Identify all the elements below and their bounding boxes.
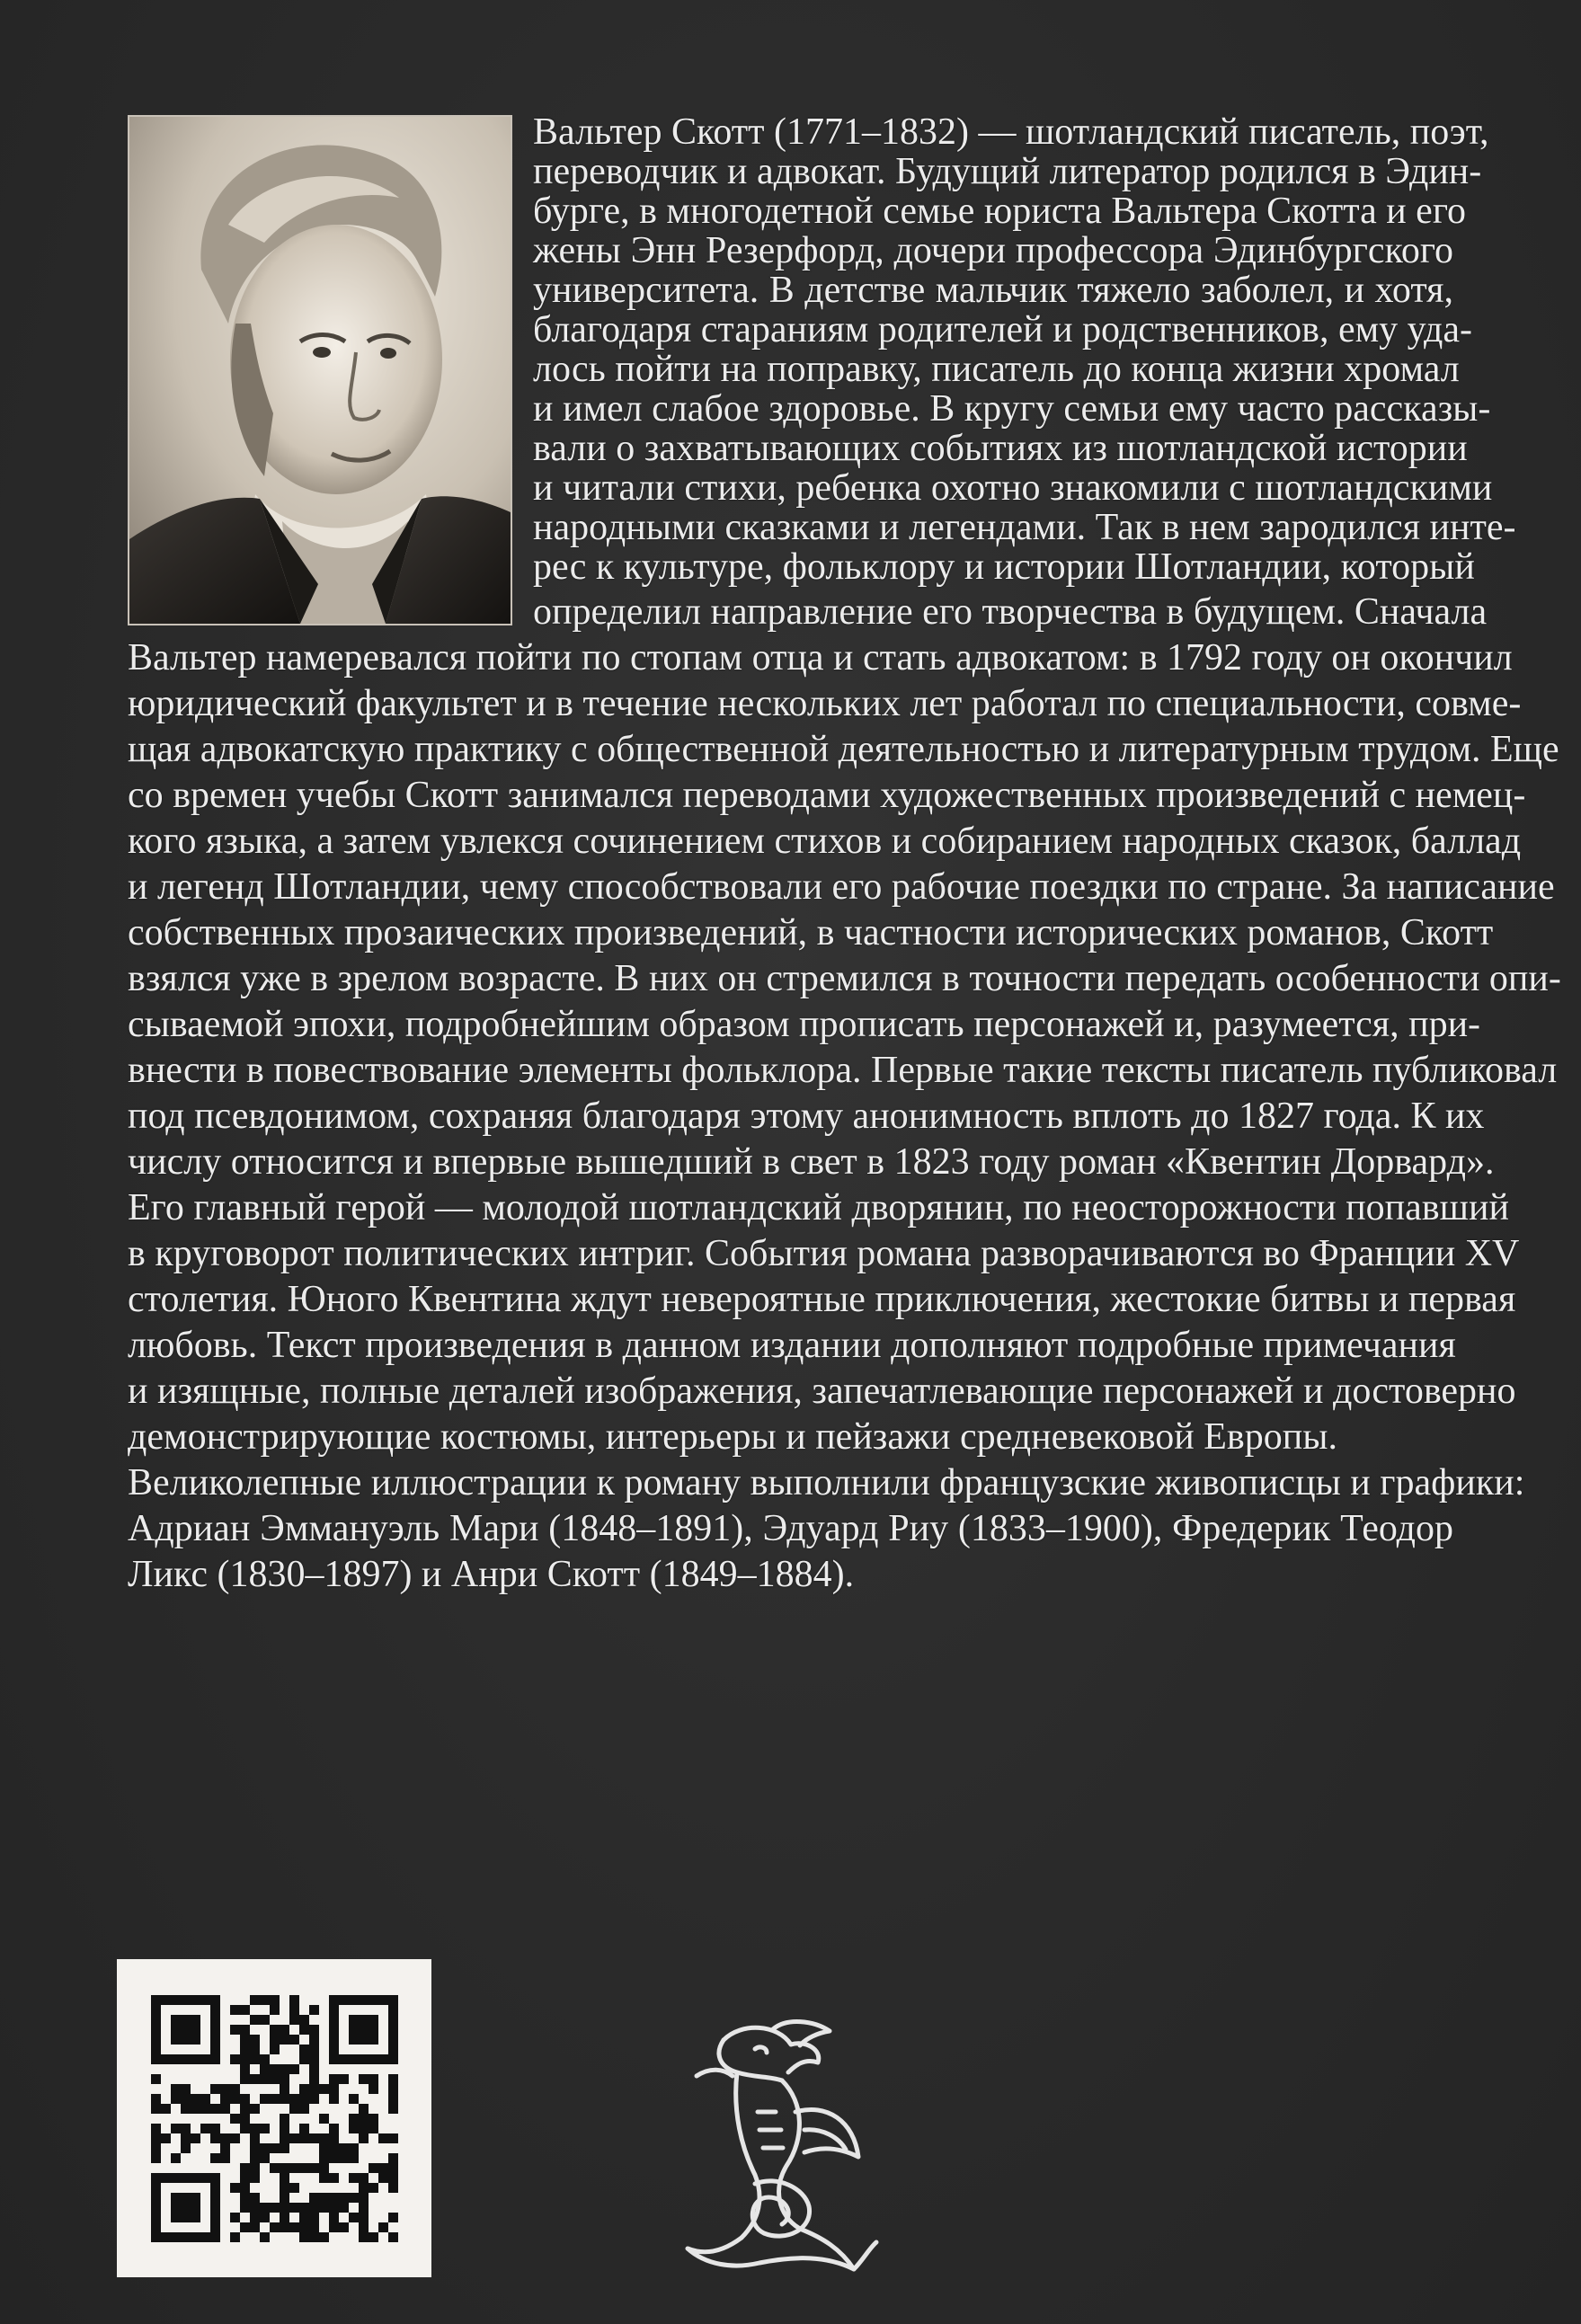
biography-line: внести в повествование элементы фольклора. Первые такие тексты писатель публиковал	[128, 1050, 1558, 1091]
illustrators-line: Ликс (1830–1897) и Анри Скотт (1849–1884).	[128, 1554, 855, 1595]
biography-line: и легенд Шотландии, чему способствовали его рабочие поездки по стране. За написание	[128, 866, 1555, 908]
biography-line: со времен учебы Скотт занимался переводами художественных произведений с немец-	[128, 775, 1526, 816]
illustrators-line: Адриан Эммануэль Мари (1848–1891), Эдуард Риу (1833–1900), Фредерик Теодор	[128, 1508, 1453, 1549]
biography-line: юридический факультет и в течение нескольких лет работал по специальности, совме-	[128, 683, 1522, 724]
biography-line: числу относится и впервые вышедший в свет в 1823 году роман «Квентин Дорвард».	[128, 1141, 1495, 1183]
qr-code[interactable]	[117, 1959, 431, 2277]
biography-line: под псевдонимом, сохраняя благодаря этому анонимность вплоть до 1827 года. К их	[128, 1095, 1485, 1137]
biography-line: определил направление его творчества в будущем. Сначала	[533, 591, 1488, 633]
biography-line: Вальтер Скотт (1771–1832) — шотландский писатель, поэт,	[533, 111, 1489, 153]
biography-line: Его главный герой — молодой шотландский дворянин, по неосторожности попавший	[128, 1187, 1509, 1229]
biography-line: народными сказками и легендами. Так в нем зародился инте-	[533, 507, 1516, 548]
biography-line: лось пойти на поправку, писатель до конца жизни хромал	[533, 349, 1460, 390]
biography-line: бурге, в многодетной семье юриста Вальтера Скотта и его	[533, 191, 1467, 232]
biography-line: и изящные, полные деталей изображения, запечатлевающие персонажей и достоверно	[128, 1370, 1516, 1412]
biography-line: демонстрирующие костюмы, интерьеры и пейзажи средневековой Европы.	[128, 1416, 1337, 1458]
biography-line: вали о захватывающих событиях из шотландской истории	[533, 428, 1468, 469]
biography-line: жены Энн Резерфорд, дочери профессора Эдинбургского	[533, 230, 1453, 271]
biography-line: щая адвокатскую практику с общественной деятельностью и литературным трудом. Еще	[128, 729, 1559, 770]
biography-line: университета. В детстве мальчик тяжело заболел, и хотя,	[533, 270, 1453, 311]
biography-line: переводчик и адвокат. Будущий литератор родился в Эдин-	[533, 151, 1482, 192]
biography-line: сываемой эпохи, подробнейшим образом прописать персонажей и, разумеется, при-	[128, 1004, 1481, 1045]
biography-line: рес к культуре, фольклору и истории Шотландии, который	[533, 546, 1475, 588]
dragon-publisher-logo-icon	[670, 2013, 894, 2283]
biography-line: любовь. Текст произведения в данном издании дополняют подробные примечания	[128, 1325, 1456, 1366]
biography-line: столетия. Юного Квентина ждут невероятные приключения, жестокие битвы и первая	[128, 1279, 1516, 1320]
biography-line: Вальтер намеревался пойти по стопам отца и стать адвокатом: в 1792 году он окончил	[128, 637, 1513, 679]
publisher-logo	[670, 2013, 894, 2283]
qr-code-icon	[117, 1959, 431, 2277]
biography-line: в круговорот политических интриг. События романа разворачиваются во Франции XV	[128, 1233, 1520, 1274]
illustrators-line: Великолепные иллюстрации к роману выполнили французские живописцы и графики:	[128, 1462, 1525, 1504]
biography-line: взялся уже в зрелом возрасте. В них он стремился в точности передать особенности опи-	[128, 958, 1561, 999]
biography-line: собственных прозаических произведений, в частности исторических романов, Скотт	[128, 912, 1494, 954]
biography-line: и имел слабое здоровье. В кругу семьи ему часто рассказы-	[533, 388, 1491, 430]
biography-line: и читали стихи, ребенка охотно знакомили с шотландскими	[533, 467, 1493, 509]
biography-line: благодаря стараниям родителей и родственников, ему уда-	[533, 309, 1473, 350]
biography-line: кого языка, а затем увлекся сочинением стихов и собиранием народных сказок, баллад	[128, 820, 1522, 862]
